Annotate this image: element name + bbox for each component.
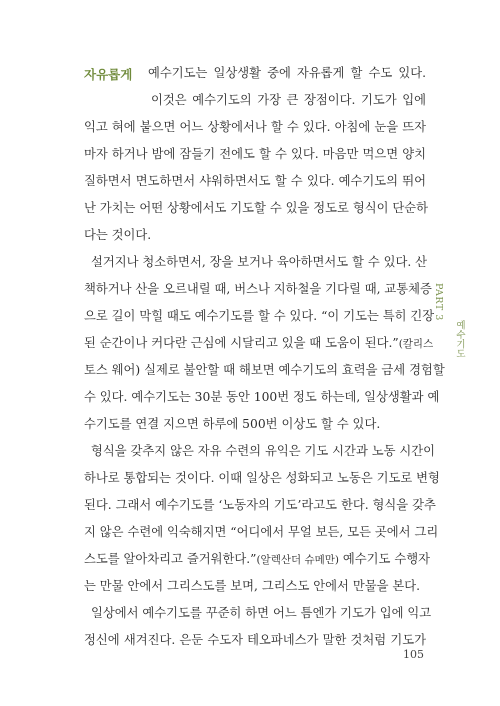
body-line: 토스 웨어) 실제로 불안할 때 해보면 예수기도의 효력을 금세 경험할 <box>84 363 445 377</box>
body-line: 이것은 예수기도의 가장 큰 장점이다. 기도가 입에 <box>151 93 426 107</box>
side-part-label: PART 3 <box>433 283 444 321</box>
body-line: 다는 것이다. <box>84 228 152 242</box>
citation-alexander: (알렉산더 슈메만) <box>256 554 339 566</box>
body-line: 수기도를 연결 지으면 하루에 500번 이상도 할 수 있다. <box>84 417 381 431</box>
body-line: 으로 길이 막힐 때도 예수기도를 할 수 있다. “이 기도는 특히 긴장 <box>84 309 435 323</box>
body-line: 책하거나 산을 오르내릴 때, 버스나 지하철을 기다릴 때, 교통체증 <box>84 282 432 296</box>
body-line: 질하면서 면도하면서 샤워하면서도 할 수 있다. 예수기도의 뛰어 <box>84 174 426 188</box>
body-text: 스도를 알아차리고 즐거워한다.” <box>84 552 257 566</box>
citation-kallistos: (칼리스 <box>398 338 434 350</box>
body-line: 된다. 그래서 예수기도를 ‘노동자의 기도’라고도 한다. 형식을 갖추 <box>84 498 436 512</box>
body-line: 정신에 새겨진다. 은둔 수도자 테오파네스가 말한 것처럼 기도가 <box>84 633 426 647</box>
body-line: 하나로 통합되는 것이다. 이때 일상은 성화되고 노동은 기도로 변형 <box>84 471 440 485</box>
body-line <box>84 546 430 573</box>
body-line: 형식을 갖추지 않은 자유 수련의 유익은 기도 시간과 노동 시간이 <box>91 444 436 458</box>
body-text: 된 순간이나 커다란 근심에 시달리고 있을 때 도움이 된다.” <box>84 336 399 350</box>
body-line <box>84 330 434 357</box>
page-number: 105 <box>403 648 424 661</box>
body-line: 일상에서 예수기도를 꾸준히 하면 어느 틈엔가 기도가 입에 익고 <box>91 606 432 620</box>
side-chapter-title: 예수기도 <box>454 320 465 358</box>
body-line: 난 가치는 어떤 상황에서도 기도할 수 있을 정도로 형식이 단순하 <box>84 201 429 215</box>
body-line: 는 만물 안에서 그리스도를 보며, 그리스도 안에서 만물을 본다. <box>84 579 421 593</box>
body-line: 예수기도는 일상생활 중에 자유롭게 할 수도 있다. <box>148 66 426 80</box>
paragraph-lead-label: 자유롭게 <box>84 67 133 82</box>
body-line: 설거지나 청소하면서, 장을 보거나 육아하면서도 할 수 있다. 산 <box>91 255 428 269</box>
body-line: 익고 혀에 붙으면 어느 상황에서나 할 수 있다. 아침에 눈을 뜨자 <box>84 120 426 134</box>
body-line: 수 있다. 예수기도는 30분 동안 100번 정도 하는데, 일상생활과 예 <box>84 390 440 404</box>
body-line: 지 않은 수련에 익숙해지면 “어디에서 무얼 보든, 모든 곳에서 그리 <box>84 525 439 539</box>
body-text: 예수기도 수행자 <box>338 552 430 566</box>
body-line: 마자 하거나 밤에 잠들기 전에도 할 수 있다. 마음만 먹으면 양치 <box>84 147 426 161</box>
